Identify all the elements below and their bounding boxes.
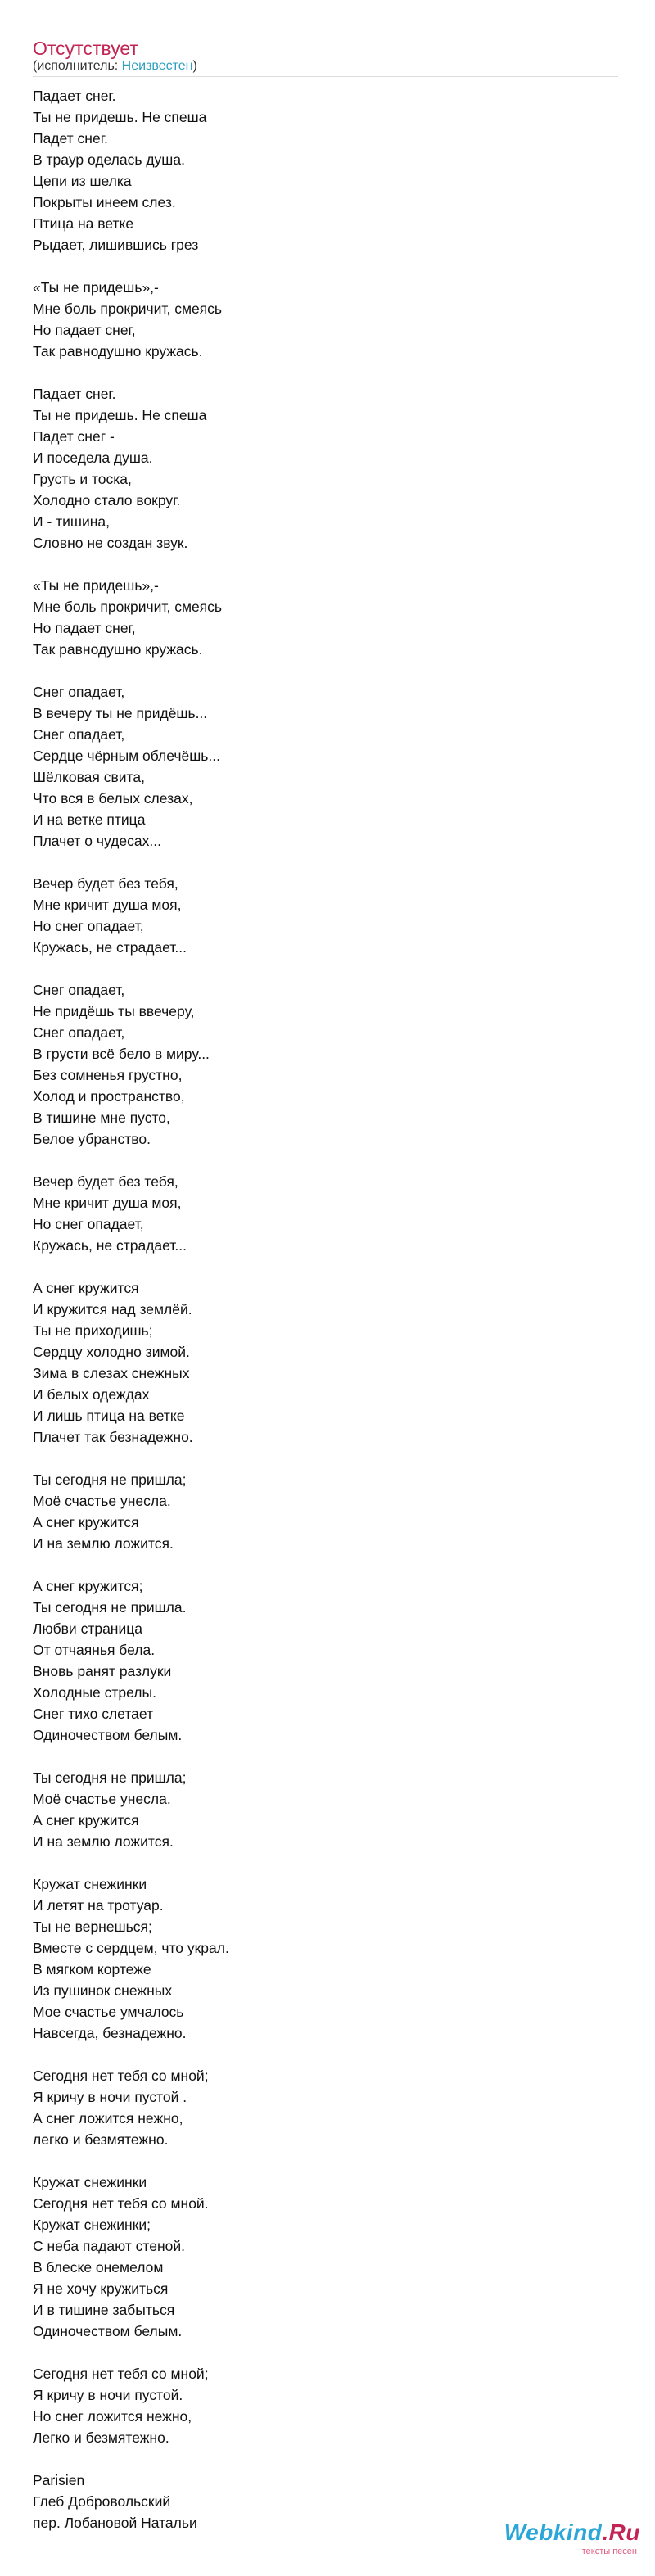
stanza bbox=[33, 1171, 606, 1256]
lyric-line: Из пушинок снежных bbox=[33, 1982, 173, 1999]
lyric-line: В траур оделась душа. bbox=[33, 151, 185, 168]
lyric-line: Падет снег. bbox=[33, 130, 108, 147]
lyric-line: Зима в слезах снежных bbox=[33, 1365, 190, 1381]
lyric-line: Ты сегодня не пришла; bbox=[33, 1471, 187, 1488]
lyric-line: Кружась, не страдает... bbox=[33, 939, 187, 956]
lyric-line: Кружась, не страдает... bbox=[33, 1237, 187, 1254]
lyric-line: Так равнодушно кружась. bbox=[33, 641, 203, 658]
lyric-line: Вместе с сердцем, что украл. bbox=[33, 1940, 229, 1956]
lyric-line: Цепи из шелка bbox=[33, 173, 132, 189]
lyric-line: А снег кружится; bbox=[33, 1578, 143, 1594]
stanza bbox=[33, 1277, 606, 1448]
lyric-line: Но снег опадает, bbox=[33, 918, 144, 934]
lyric-line: Шёлковая свита, bbox=[33, 769, 145, 785]
lyric-line: Плачет так безнадежно. bbox=[33, 1429, 193, 1445]
artist-link[interactable]: Неизвестен bbox=[121, 59, 193, 73]
logo-brand-tld: .Ru bbox=[602, 2520, 640, 2545]
artist-line bbox=[33, 59, 197, 74]
lyric-line: Ты не вернешься; bbox=[33, 1918, 152, 1935]
title-divider bbox=[33, 76, 618, 77]
lyric-line: Сегодня нет тебя со мной. bbox=[33, 2195, 209, 2212]
lyric-line: Но падает снег, bbox=[33, 322, 136, 338]
logo-brand bbox=[504, 2520, 640, 2545]
lyric-line: И белых одеждах bbox=[33, 1386, 150, 1403]
lyric-line: Моё счастье унесла. bbox=[33, 1791, 171, 1807]
lyric-line: Рыдает, лишившись грез bbox=[33, 237, 199, 253]
lyric-line: Одиночеством белым. bbox=[33, 1727, 183, 1743]
lyric-line: А снег ложится нежно, bbox=[33, 2110, 183, 2126]
lyric-line: И в тишине забыться bbox=[33, 2302, 175, 2318]
stanza bbox=[33, 873, 606, 958]
lyric-line: Одиночеством белым. bbox=[33, 2323, 183, 2339]
lyric-line: И летят на тротуар. bbox=[33, 1897, 164, 1914]
lyric-line: И лишь птица на ветке bbox=[33, 1408, 185, 1424]
lyric-line: Холодные стрелы. bbox=[33, 1684, 156, 1701]
lyric-line: Вечер будет без тебя, bbox=[33, 875, 178, 892]
lyric-line: Но снег ложится нежно, bbox=[33, 2408, 192, 2425]
stanza bbox=[33, 85, 606, 255]
lyric-line: Но снег опадает, bbox=[33, 1216, 144, 1232]
lyric-line: Любви страница bbox=[33, 1620, 142, 1637]
credit-line: Глеб Добровольский bbox=[33, 2493, 171, 2510]
lyric-line: Не придёшь ты ввечеру, bbox=[33, 1003, 195, 1019]
lyric-line: Снег опадает, bbox=[33, 982, 125, 998]
stanza bbox=[33, 2363, 606, 2448]
lyric-line: Сердце чёрным облечёшь... bbox=[33, 748, 220, 764]
lyric-line: Мне боль прокричит, смеясь bbox=[33, 301, 223, 317]
stanza bbox=[33, 383, 606, 554]
lyric-line: В грусти всё бело в миру... bbox=[33, 1046, 210, 1062]
stanza bbox=[33, 1873, 606, 2044]
lyric-line: Ты не придешь. Не спеша bbox=[33, 407, 207, 423]
lyric-line: От отчаянья бела. bbox=[33, 1642, 156, 1658]
site-logo[interactable] bbox=[477, 2520, 640, 2561]
lyric-line: Но падает снег, bbox=[33, 620, 136, 636]
lyric-line: Ты сегодня не пришла. bbox=[33, 1599, 187, 1616]
lyric-line: С неба падают стеной. bbox=[33, 2238, 186, 2254]
lyric-line: Что вся в белых слезах, bbox=[33, 790, 193, 807]
stanza bbox=[33, 575, 606, 660]
lyric-line: Снег опадает, bbox=[33, 1024, 125, 1041]
lyrics-body bbox=[33, 85, 606, 2533]
lyric-line: Кружат снежинки bbox=[33, 1876, 147, 1892]
stanza bbox=[33, 2172, 606, 2342]
lyric-line: Ты не придешь. Не спеша bbox=[33, 109, 207, 125]
lyric-line: А снег кружится bbox=[33, 1812, 139, 1828]
stanza bbox=[33, 1767, 606, 1852]
lyric-line: Вновь ранят разлуки bbox=[33, 1663, 172, 1679]
logo-brand-name: Webkind bbox=[504, 2520, 603, 2545]
lyric-line: Плачет о чудесах... bbox=[33, 833, 161, 849]
lyric-line: Моё счастье унесла. bbox=[33, 1493, 171, 1509]
lyric-line: Снег опадает, bbox=[33, 684, 125, 700]
credit-line: Parisien bbox=[33, 2472, 85, 2488]
lyric-line: В мягком кортеже bbox=[33, 1961, 151, 1977]
lyric-line: Ты сегодня не пришла; bbox=[33, 1769, 187, 1786]
lyric-line: Без сомненья грустно, bbox=[33, 1067, 183, 1083]
song-title: Отсутствует bbox=[33, 38, 138, 59]
lyric-line: Сегодня нет тебя со мной; bbox=[33, 2068, 209, 2084]
stanza bbox=[33, 1469, 606, 1554]
lyric-line: «Ты не придешь»,- bbox=[33, 577, 159, 594]
stanza bbox=[33, 277, 606, 362]
lyric-line: Легко и безмятежно. bbox=[33, 2429, 169, 2446]
stanza bbox=[33, 979, 606, 1150]
lyric-line: Белое убранство. bbox=[33, 1131, 151, 1147]
lyric-line: Навсегда, безнадежно. bbox=[33, 2025, 187, 2041]
lyric-line: легко и безмятежно. bbox=[33, 2131, 169, 2148]
lyric-line: Вечер будет без тебя, bbox=[33, 1173, 178, 1190]
lyric-line: И кружится над землёй. bbox=[33, 1301, 192, 1317]
lyric-line: Холодно стало вокруг. bbox=[33, 492, 181, 508]
lyric-line: Я кричу в ночи пустой. bbox=[33, 2387, 183, 2403]
lyric-line: В блеске онемелом bbox=[33, 2259, 164, 2275]
lyric-line: Грусть и тоска, bbox=[33, 471, 132, 487]
lyric-line: Холод и пространство, bbox=[33, 1088, 185, 1105]
lyric-line: Сердцу холодно зимой. bbox=[33, 1344, 190, 1360]
lyric-line: «Ты не придешь»,- bbox=[33, 279, 159, 296]
lyric-line: И на ветке птица bbox=[33, 811, 146, 828]
lyric-line: В тишине мне пусто, bbox=[33, 1109, 170, 1126]
lyric-line: И - тишина, bbox=[33, 513, 110, 530]
lyric-line: Я не хочу кружиться bbox=[33, 2280, 169, 2297]
lyric-line: Падает снег. bbox=[33, 88, 116, 104]
lyric-line: Снег опадает, bbox=[33, 726, 125, 743]
artist-prefix: (исполнитель: bbox=[33, 59, 122, 73]
lyric-line: Я кричу в ночи пустой . bbox=[33, 2089, 187, 2105]
lyric-line: Словно не создан звук. bbox=[33, 535, 188, 551]
lyric-line: А снег кружится bbox=[33, 1514, 139, 1530]
lyric-line: Мне кричит душа моя, bbox=[33, 897, 182, 913]
credit-line: пер. Лобановой Натальи bbox=[33, 2515, 197, 2531]
lyric-line: Кружат снежинки bbox=[33, 2174, 147, 2190]
lyric-line: А снег кружится bbox=[33, 1280, 139, 1296]
stanza bbox=[33, 1575, 606, 1746]
lyric-line: Ты не приходишь; bbox=[33, 1322, 153, 1339]
lyric-line: Падает снег. bbox=[33, 386, 116, 402]
lyric-line: Мне боль прокричит, смеясь bbox=[33, 599, 223, 615]
lyric-line: И на землю ложится. bbox=[33, 1535, 174, 1552]
stanza bbox=[33, 2065, 606, 2150]
lyric-line: В вечеру ты не придёшь... bbox=[33, 705, 208, 721]
lyric-line: Снег тихо слетает bbox=[33, 1706, 154, 1722]
logo-tagline: тексты песен bbox=[581, 2547, 637, 2556]
lyric-line: Кружат снежинки; bbox=[33, 2217, 151, 2233]
lyric-line: Птица на ветке bbox=[33, 215, 134, 232]
stanza bbox=[33, 681, 606, 852]
lyric-line: И поседела душа. bbox=[33, 450, 153, 466]
lyric-line: Покрыты инеем слез. bbox=[33, 194, 176, 210]
lyric-line: Мое счастье умчалось bbox=[33, 2004, 184, 2020]
lyric-line: Мне кричит душа моя, bbox=[33, 1195, 182, 1211]
lyric-line: Падет снег - bbox=[33, 428, 115, 445]
lyric-line: Так равнодушно кружась. bbox=[33, 343, 203, 359]
lyric-line: И на землю ложится. bbox=[33, 1833, 174, 1850]
artist-suffix: ) bbox=[192, 59, 197, 73]
lyric-line: Сегодня нет тебя со мной; bbox=[33, 2366, 209, 2382]
